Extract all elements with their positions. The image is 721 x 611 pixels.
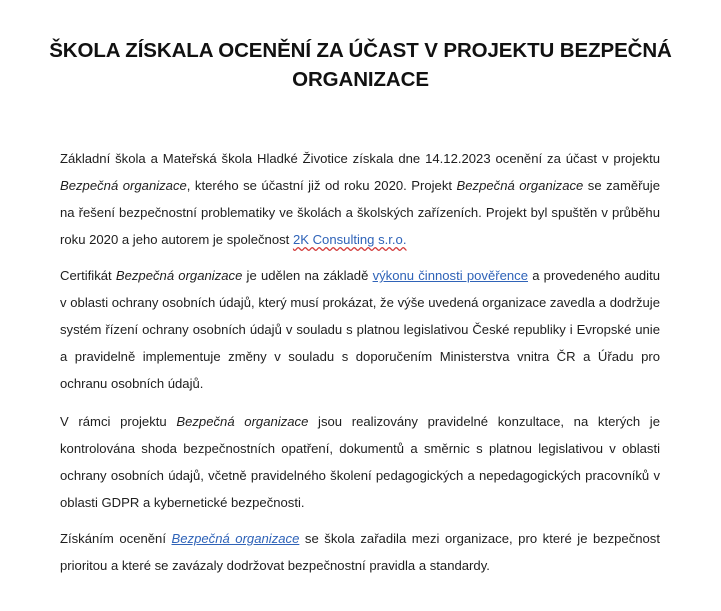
text-run: Základní škola a Mateřská škola Hladké Životice získala dne 14.12.2023 ocenění za účast v projektu <box>60 151 660 166</box>
paragraph-certificate <box>60 262 660 397</box>
text-run: Certifikát <box>60 268 116 283</box>
paragraph-conclusion <box>60 525 660 579</box>
text-run: je udělen na základě <box>242 268 373 283</box>
text-run: Získáním ocenění <box>60 531 172 546</box>
text-run: jsou realizovány pravidelné konzultace, na kterých je kontrolována shoda bezpečnostních opatření, dokumentů a směrnic s platnou legislativou v oblasti ochrany osobních údajů, včetně pravidelného školení pedagogických a nepedagogických pracovníků v oblasti GDPR a kybernetické bezpečnosti. <box>60 414 660 510</box>
emphasis-project-name: Bezpečná organizace <box>456 178 584 193</box>
text-run: se škola zařadila mezi organizace, pro které je bezpečnost prioritou a které se zavázaly dodržovat bezpečnostní pravidla a standardy. <box>60 531 660 573</box>
emphasis-project-name: Bezpečná organizace <box>60 178 187 193</box>
text-run: se zaměřuje na řešení bezpečnostní problematiky ve školách a školských zařízeních. Projekt byl spuštěn v průběhu roku 2020 a jeho autorem je společnost <box>60 178 660 247</box>
link-bezpecna-organizace[interactable]: Bezpečná organizace <box>171 531 300 546</box>
emphasis-project-name: Bezpečná organizace <box>115 268 243 283</box>
emphasis-project-name: Bezpečná organizace <box>176 414 309 429</box>
link-2k-consulting[interactable]: 2K Consulting s.r.o. <box>292 232 407 247</box>
page-title: ŠKOLA ZÍSKALA OCENĚNÍ ZA ÚČAST V PROJEKTU BEZPEČNÁ ORGANIZACE <box>49 39 672 91</box>
paragraph-consultations <box>60 408 660 516</box>
paragraph-intro <box>60 145 660 253</box>
text-run: V rámci projektu <box>60 414 177 429</box>
text-run: , kterého se účastní již od roku 2020. Projekt <box>186 178 457 193</box>
text-run: a provedeného auditu v oblasti ochrany osobních údajů, který musí prokázat, že výše uvedená organizace zavedla a dodržuje systém řízení ochrany osobních údajů v souladu s platnou legislativou České republiky i Evropské unie a pravidelně implementuje změny v souladu s doporučením Ministerstva vnitra ČR a Úřadu pro ochranu osobních údajů. <box>60 268 660 391</box>
link-dpo-services[interactable]: výkonu činnosti pověřence <box>372 268 528 283</box>
